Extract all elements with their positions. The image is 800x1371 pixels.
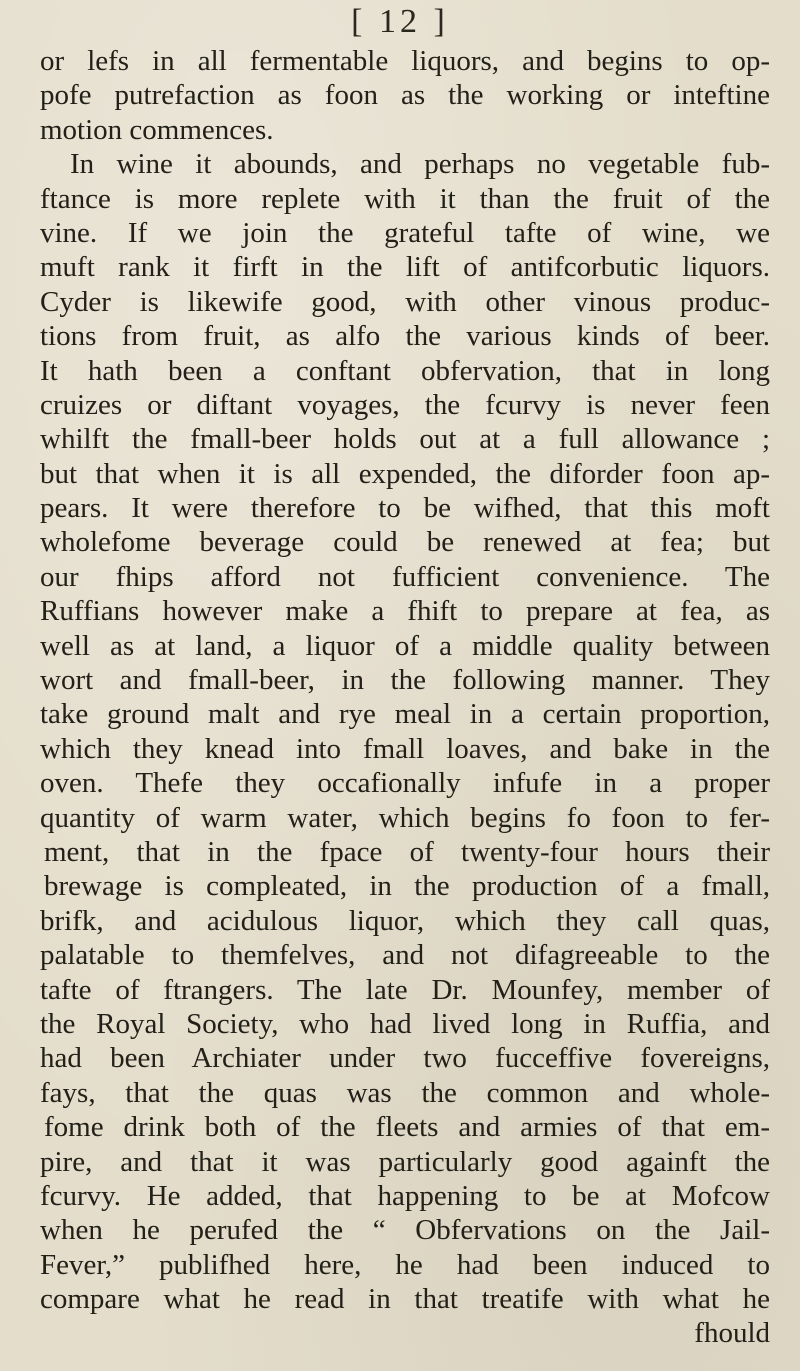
text-line: tafte of ftrangers. The late Dr. Mounfey, member of [40,973,770,1006]
text-line: pears. It were therefore to be wifhed, that this moft [40,492,770,525]
text-line: motion commences. [40,113,274,146]
text-line: ftance is more replete with it than the fruit of the [40,182,770,215]
text-line: fcurvy. He added, that happening to be at Mofcow [40,1179,770,1212]
text-line: whilft the fmall-beer holds out at a full allowance ; [40,423,770,456]
text-line: It hath been a conftant obfervation, that in long [40,354,770,387]
text-line: when he perufed the “ Obfervations on the Jail- [40,1214,770,1247]
text-line: In wine it abounds, and perhaps no vegetable fub- [70,148,770,181]
page-number-header: [ 12 ] [351,3,449,40]
text-line: tions from fruit, as alfo the various kinds of beer. [40,320,770,353]
text-line: palatable to themfelves, and not difagreeable to the [40,939,770,972]
text-line: Cyder is likewife good, with other vinous produc- [40,285,770,318]
text-line: or lefs in all fermentable liquors, and begins to op- [40,45,770,77]
text-line: ment, that in the fpace of twenty-four hours their [44,835,770,868]
text-line: Ruffians however make a fhift to prepare at fea, as [40,595,770,628]
text-line: well as at land, a liquor of a middle quality between [40,629,770,662]
text-line: oven. Thefe they occafionally infufe in a proper [40,767,770,800]
text-line: but that when it is all expended, the diforder foon ap- [40,457,770,490]
text-line: take ground malt and rye meal in a certain proportion, [40,698,770,731]
text-line: cruizes or diftant voyages, the fcurvy is never feen [40,388,770,421]
text-line: brifk, and acidulous liquor, which they call quas, [40,904,770,937]
text-line: Fever,” publifhed here, he had been induced to [40,1248,770,1281]
text-line: our fhips afford not fufficient convenience. The [40,560,770,593]
text-line: had been Archiater under two fucceffive fovereigns, [40,1042,770,1075]
text-line: wort and fmall-beer, in the following manner. They [40,664,770,697]
text-line: fome drink both of the fleets and armies of that em- [44,1111,770,1144]
text-line: muft rank it firft in the lift of antifcorbutic liquors. [40,251,770,284]
text-line: which they knead into fmall loaves, and bake in the [40,732,770,765]
text-line: wholefome beverage could be renewed at fea; but [40,526,770,559]
text-line: pire, and that it was particularly good againft the [40,1145,770,1178]
text-line: brewage is compleated, in the production of a fmall, [44,870,770,903]
catchword: fhould [694,1317,770,1350]
text-line: pofe putrefaction as foon as the working or inteftine [40,79,770,112]
text-line: quantity of warm water, which begins fo foon to fer- [40,801,770,834]
text-line: the Royal Society, who had lived long in Ruffia, and [40,1007,770,1040]
text-line: compare what he read in that treatife with what he [40,1283,770,1316]
text-line: fays, that the quas was the common and whole- [40,1076,770,1109]
body-text [40,44,770,1351]
text-line: vine. If we join the grateful tafte of wine, we [40,216,770,249]
